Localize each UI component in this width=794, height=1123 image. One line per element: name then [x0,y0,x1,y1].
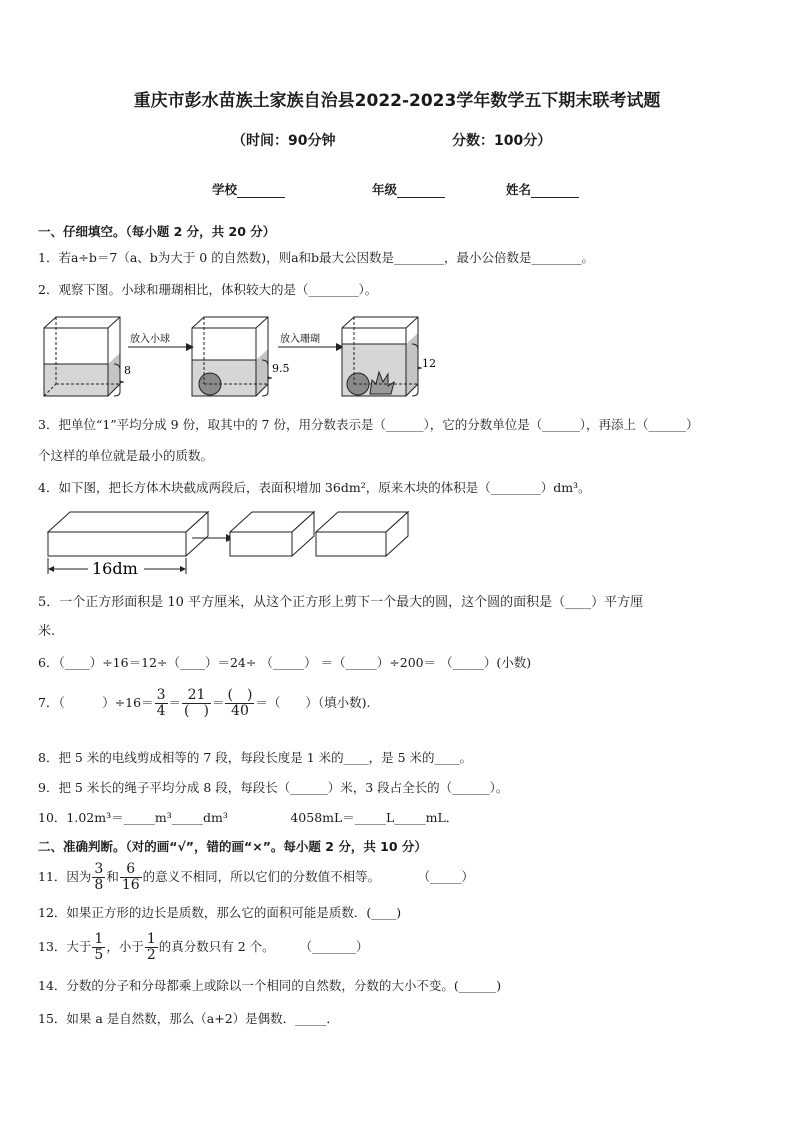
height-1-label: 8 [124,364,131,377]
half-block-2-front [316,532,386,556]
school-blank [237,183,285,198]
half-block-2 [316,512,408,556]
q7-eq-2: ＝ [211,695,225,710]
box-1-edge [108,317,120,328]
name-label: 姓名 [506,182,532,197]
question-8: 8．把 5 米的电线剪成相等的 7 段，每段长度是 1 米的____，是 5 米的____。 [38,750,473,765]
name-field [506,180,579,198]
height-3-label: 12 [422,357,436,370]
question-15: 15．如果 a 是自然数，那么（a+2）是偶数．_____． [38,1011,339,1026]
dim-arrow-right [180,566,186,572]
q7-end: ＝（ ）（填小数). [255,695,371,710]
half-block-1 [230,512,314,556]
score-info: 分数：100分） [452,133,552,149]
box-2-edge [256,317,268,328]
q13-end: 的真分数只有 2 个。 （_______） [158,939,369,954]
question-12: 12．如果正方形的边长是质数，那么它的面积可能是质数．(____) [38,905,402,920]
q7-start: 7．（ ）÷16＝ [38,695,154,710]
question-9: 9．把 5 米长的绳子平均分成 8 段，每段长（______）米，3 段占全长的（______）。 [38,780,509,795]
question-5-line-2: 米. [38,624,56,639]
question-6: 6．（____）÷16＝12÷（____）＝24÷ （_____） ＝（_____）÷200＝ （_____）(小数) [38,655,532,670]
q7-f2-numerator: 21 [182,688,211,704]
name-blank [531,183,579,198]
question-11 [38,862,474,893]
question-1: 1．若a÷b＝7（a、b为大于 0 的自然数)，则a和b最大公因数是________，最小公倍数是________。 [38,250,595,265]
length-label: 16dm [92,559,138,578]
q7-f3-denominator: 40 [231,703,249,719]
q13-fraction-2 [145,932,158,963]
school-field [212,180,285,198]
question-2: 2．观察下图。小球和珊瑚相比，体积较大的是（________）。 [38,282,378,297]
q13-f2-numerator: 1 [146,931,156,947]
q7-f1-numerator: 3 [156,687,166,703]
q13-fraction-1 [92,932,105,963]
q11-f2-denominator: 16 [121,877,140,893]
question-7 [38,688,371,719]
long-block-top [48,512,208,532]
q11-f1-numerator: 3 [94,861,104,877]
section-2-title: 二、准确判断。（对的画“√”，错的画“×”。每小题 2 分，共 10 分） [38,839,427,854]
question-3-line-2: 个这样的单位就是最小的质数。 [38,448,214,463]
half-block-1-front [230,532,292,556]
q7-fraction-3 [225,688,254,719]
q11-fraction-2 [120,862,142,893]
question-14: 14．分数的分子和分母都乘上或除以一个相同的自然数，分数的大小不变。(______) [38,978,502,993]
question-2-figure [36,312,446,402]
q11-fraction-1 [92,862,105,893]
q13-start: 13．大于 [38,939,92,954]
q7-fraction-2 [182,688,211,719]
q13-f2-denominator: 2 [146,947,156,963]
q7-fraction-1 [155,688,168,719]
long-block-front [48,532,186,556]
grade-blank [397,183,445,198]
q7-f2-denominator: ( ) [184,703,209,719]
q7-eq-1: ＝ [168,695,182,710]
container-1 [44,317,124,396]
arrow-label-coral: 放入珊瑚 [280,334,320,345]
question-10: 10．1.02m³＝_____m³_____dm³ 4058mL＝_____L_____mL． [38,810,459,825]
q13-f1-numerator: 1 [94,931,104,947]
question-3-line-1: 3．把单位“1”平均分成 9 份，取其中的 7 份，用分数表示是（______），它的分数单位是（______），再添上（______） [38,417,699,432]
question-5-line-1: 5．一个正方形面积是 10 平方厘米，从这个正方形上剪下一个最大的圆，这个圆的面积是（____）平方厘 [38,595,644,610]
time-info: （时间：90分钟 [232,133,336,149]
q11-f2-numerator: 6 [120,862,142,878]
q13-f1-denominator: 5 [94,947,104,963]
question-4: 4．如下图，把长方体木块截成两段后，表面积增加 36dm²，原来木块的体积是（________）dm³。 [38,480,591,495]
water-1 [44,364,108,396]
arrow-label-ball: 放入小球 [130,334,170,345]
section-1-title: 一、仔细填空。（每小题 2 分，共 20 分） [38,224,276,239]
q11-start: 11．因为 [38,869,92,884]
q11-f1-denominator: 8 [94,877,104,893]
exam-title: 重庆市彭水苗族土家族自治县2022-2023学年数学五下期末联考试题 [133,91,661,111]
question-4-figure [44,508,414,580]
q7-f1-denominator: 4 [156,703,166,719]
school-label: 学校 [212,182,238,197]
q13-mid: ，小于 [106,939,144,954]
container-3 [342,317,422,396]
container-2 [192,317,272,396]
question-13 [38,932,368,963]
q11-end: 的意义不相同，所以它们的分数值不相等。 （_____） [142,869,474,884]
dim-arrow-left [48,566,54,572]
grade-field [372,180,445,198]
long-block [48,512,208,556]
q7-f3-numerator: ( ) [227,687,253,703]
arrow-1-head [186,343,194,351]
grade-label: 年级 [372,182,398,197]
box-3-edge [406,317,418,328]
height-2-label: 9.5 [272,362,290,375]
q11-mid: 和 [106,869,119,884]
water-2-side [256,349,268,396]
water-3-side [406,333,418,396]
